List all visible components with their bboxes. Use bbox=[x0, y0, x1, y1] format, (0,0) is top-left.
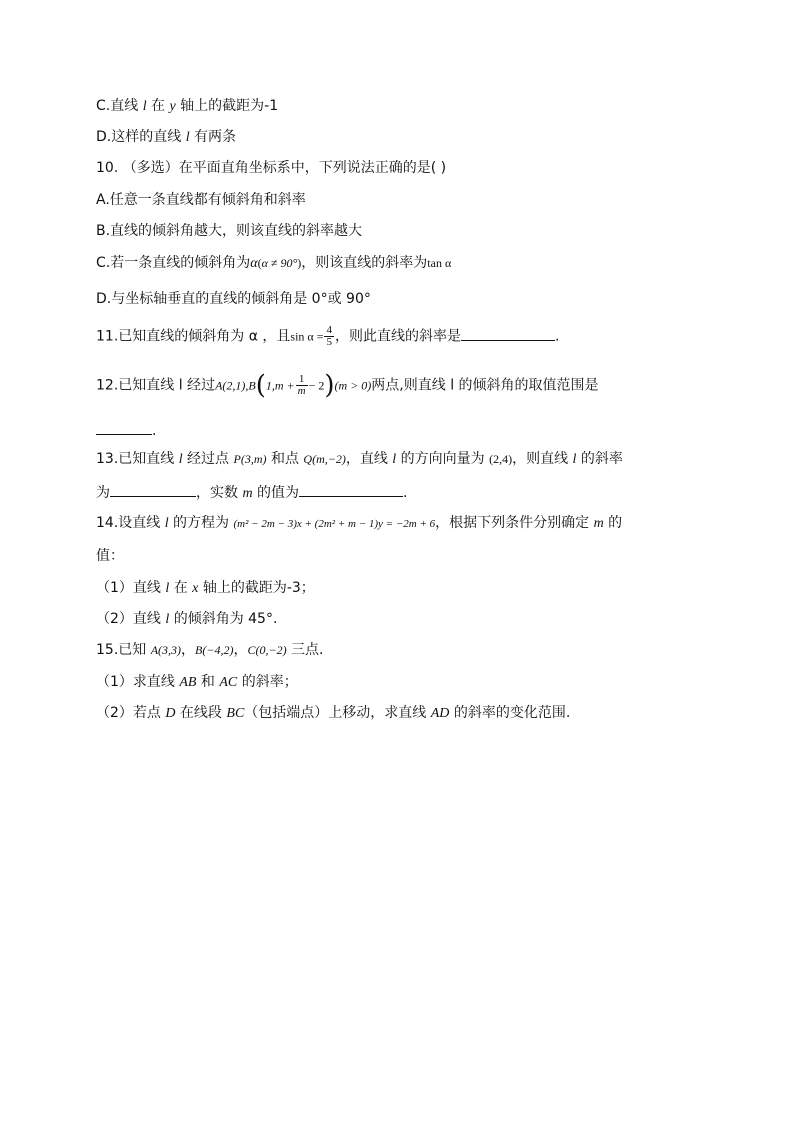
text: . bbox=[554, 328, 560, 345]
text: 的 bbox=[603, 515, 623, 531]
text: ，则直线 bbox=[512, 451, 573, 467]
paren: ) bbox=[324, 370, 335, 401]
fraction-numerator: 4 bbox=[326, 324, 332, 336]
question-13 bbox=[96, 449, 623, 470]
text: . bbox=[152, 423, 157, 439]
text: （包括端点）上移动，求直线 bbox=[244, 705, 431, 721]
question-12 bbox=[96, 370, 599, 401]
math-point: B(−4,2) bbox=[195, 643, 234, 657]
option-c-line bbox=[96, 96, 278, 117]
answer-blank[interactable] bbox=[461, 326, 555, 341]
option-d-line bbox=[96, 127, 236, 148]
text: 13.已知直线 bbox=[96, 451, 179, 467]
text: （1）求直线 bbox=[96, 674, 180, 690]
math-var: l bbox=[142, 99, 147, 114]
question-10-option-a: A.任意一条直线都有倾斜角和斜率 bbox=[96, 192, 306, 208]
math-cond: (m > 0) bbox=[334, 378, 372, 393]
text: D.这样的直线 bbox=[96, 129, 186, 145]
math-expr: − 2 bbox=[308, 378, 325, 393]
math-var: α bbox=[250, 256, 258, 271]
math-expr: (2,4) bbox=[489, 452, 513, 466]
math-expr: A(2,1),B bbox=[215, 378, 256, 393]
text: 15.已知 bbox=[96, 642, 151, 658]
text: 的方向向量为 bbox=[396, 451, 490, 467]
question-13-line-2 bbox=[96, 482, 407, 504]
math-var: AD bbox=[430, 706, 450, 721]
answer-blank[interactable] bbox=[96, 420, 152, 435]
text: 轴上的截距为-1 bbox=[175, 98, 279, 114]
math-var: D bbox=[165, 706, 176, 721]
text: ， bbox=[181, 642, 196, 658]
math-var: l bbox=[178, 452, 183, 467]
question-10: 10. （多选）在平面直角坐标系中，下列说法正确的是( ) bbox=[96, 160, 447, 176]
math-var: AC bbox=[219, 675, 238, 690]
text: 的值为 bbox=[252, 485, 300, 501]
math-expr: Q(m,−2) bbox=[303, 452, 346, 466]
text: 在 bbox=[169, 580, 193, 596]
question-15 bbox=[96, 640, 323, 660]
question-11 bbox=[96, 325, 559, 348]
fraction-denominator: m bbox=[297, 385, 306, 397]
question-10-option-c bbox=[96, 253, 451, 274]
fraction-denominator: 5 bbox=[326, 336, 332, 348]
text: C.直线 bbox=[96, 98, 143, 114]
text: ，直线 bbox=[345, 451, 393, 467]
text: ， bbox=[233, 642, 248, 658]
fraction-numerator: 1 bbox=[296, 374, 308, 386]
text: 三点. bbox=[286, 642, 324, 658]
math-expr: 1,m + bbox=[265, 378, 295, 393]
math-var: l bbox=[185, 130, 190, 145]
text: 的倾斜角为 45°. bbox=[169, 611, 278, 627]
text: ，实数 bbox=[196, 485, 243, 501]
math-expr: P(3,m) bbox=[233, 452, 267, 466]
math-var: l bbox=[572, 452, 577, 467]
answer-blank-m[interactable] bbox=[299, 482, 403, 497]
text: （2）直线 bbox=[96, 611, 166, 627]
math-var: l bbox=[165, 581, 170, 596]
paren: ) bbox=[297, 256, 302, 270]
text: 和点 bbox=[266, 451, 304, 467]
question-14-part-1 bbox=[96, 578, 315, 599]
text: 两点,则直线 l 的倾斜角的取值范围是 bbox=[371, 377, 599, 394]
text: ，则该直线的斜率为 bbox=[301, 255, 428, 271]
math-var: m bbox=[242, 486, 253, 501]
text: ，则此直线的斜率是 bbox=[334, 328, 461, 345]
question-10-option-b: B.直线的倾斜角越大，则该直线的斜率越大 bbox=[96, 223, 363, 239]
math-point: C(0,−2) bbox=[247, 643, 287, 657]
text: （2）若点 bbox=[96, 705, 166, 721]
fraction bbox=[324, 325, 334, 348]
math-point: A(3,3) bbox=[150, 643, 182, 657]
math-var: BC bbox=[226, 706, 245, 721]
question-14-part-2 bbox=[96, 609, 277, 630]
math-var: m bbox=[593, 516, 604, 531]
answer-blank-slope[interactable] bbox=[110, 482, 196, 497]
text: 有两条 bbox=[189, 129, 237, 145]
text: . bbox=[403, 485, 408, 501]
text: 的方程为 bbox=[168, 515, 234, 531]
text: （1）直线 bbox=[96, 580, 166, 596]
math-var: l bbox=[165, 612, 170, 627]
text: 的斜率的变化范围. bbox=[449, 705, 571, 721]
text: ，根据下列条件分别确定 bbox=[435, 515, 594, 531]
math-var: y bbox=[169, 99, 176, 114]
text: 在 bbox=[146, 98, 170, 114]
question-15-part-1 bbox=[96, 672, 298, 693]
text: 经过点 bbox=[182, 451, 234, 467]
text: 在线段 bbox=[175, 705, 227, 721]
math-var: l bbox=[164, 516, 169, 531]
question-14 bbox=[96, 513, 622, 534]
question-10-option-d: D.与坐标轴垂直的直线的倾斜角是 0°或 90° bbox=[96, 291, 371, 307]
paren: ( bbox=[255, 370, 266, 401]
math-expr: tan α bbox=[427, 256, 452, 270]
fraction bbox=[296, 374, 308, 397]
math-var: l bbox=[392, 452, 397, 467]
question-14-line-2: 值： bbox=[96, 548, 124, 564]
math-cond: α ≠ 90° bbox=[261, 256, 298, 270]
text: 的斜率 bbox=[576, 451, 623, 467]
question-12-blank-line bbox=[96, 420, 156, 441]
text: C.若一条直线的倾斜角为 bbox=[96, 255, 251, 271]
text: 14.设直线 bbox=[96, 515, 165, 531]
math-equation: (m² − 2m − 3)x + (2m² + m − 1)y = −2m + 6 bbox=[233, 518, 436, 530]
text: 轴上的截距为-3； bbox=[198, 580, 315, 596]
math-var: AB bbox=[179, 675, 197, 690]
question-15-part-2 bbox=[96, 703, 570, 724]
paren: ( bbox=[257, 256, 262, 270]
text: 11.已知直线的倾斜角为 α ，且 bbox=[96, 328, 291, 345]
math-var: x bbox=[192, 581, 199, 596]
text: 和 bbox=[196, 674, 220, 690]
text: 的斜率； bbox=[237, 674, 298, 690]
text: 12.已知直线 l 经过 bbox=[96, 377, 216, 394]
text: 为 bbox=[96, 485, 110, 501]
math-expr: sin α = bbox=[290, 329, 324, 344]
